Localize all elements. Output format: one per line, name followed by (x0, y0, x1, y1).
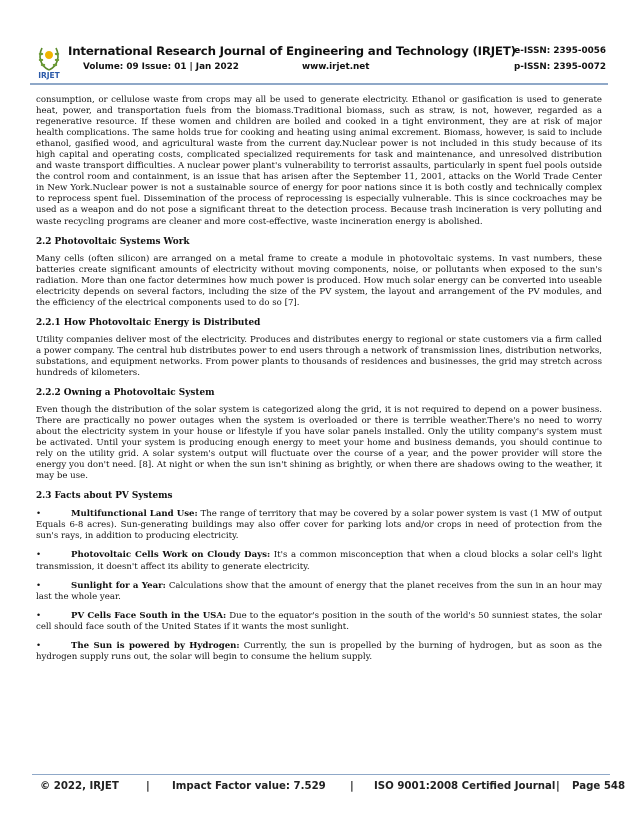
bullet-title: Sunlight for a Year: (71, 580, 166, 591)
iso-certification: ISO 9001:2008 Certified Journal (374, 781, 556, 792)
section-heading-2-2-2: 2.2.2 Owning a Photovoltaic System (36, 387, 215, 398)
article-body (36, 95, 602, 663)
volume-issue: Volume: 09 Issue: 01 | Jan 2022 (83, 62, 239, 72)
bullet-item (36, 581, 602, 603)
bullet-title: Multifunctional Land Use: (71, 509, 198, 520)
irjet-logo (34, 42, 64, 80)
bullet-text: Calculations show that the amount of energy that the planet receives from the sun in an hour may last the whole year. (36, 580, 602, 602)
bullet-icon: • (36, 640, 42, 651)
copyright: © 2022, IRJET (40, 781, 119, 792)
paragraph-2-2-1: Utility companies deliver most of the electricity. Produces and distributes energy to regional or state customers via a firm called a power company. The central hub distributes power to end users through a network of transmission lines, distribution networks, substations, and equipment networks. From power plants to thousands of residences and businesses, the grid may stretch across hundreds of kilometers. (36, 334, 602, 378)
page-header (28, 38, 610, 82)
section-heading-2-3: 2.3 Facts about PV Systems (36, 491, 173, 502)
bullet-icon: • (36, 580, 42, 591)
paragraph-2-2: Many cells (often silicon) are arranged on a metal frame to create a module in photovoltaic systems. In vast numbers, these batteries create significant amounts of electricity without moving components, noise, or pollutants when exposed to the sun's radiation. More than one factor determines how much power is produced. How much solar energy can be converted into useable electricity depends on several factors, including the size of the PV system, the layout and arrangement of the PV modules, and the efficiency of the electrical components used to do so [7]. (36, 253, 602, 308)
bullet-item (36, 611, 602, 633)
laurel-icon (39, 48, 59, 70)
bullet-item (36, 641, 602, 663)
impact-factor: Impact Factor value: 7.529 (172, 781, 326, 792)
paragraph-intro: consumption, or cellulose waste from crops may all be used to generate electricity. Ethanol or gasification is used to generate heat, power, and transportation fuels from the biomass.Traditional biomass, such as straw, is not, however, regarded as a regenerative resource. If these women and children are boiled and cooked in a tight environment, they are at risk of major health complications. The same holds true for cooking and heating using animal excrement. Biomass, however, is said to include ethanol, gasified wood, and agricultural waste from the current day.Nuclear power is not included in this study because of its high capital and operating costs, complicated specialized requirements for task and maintenance, and unresolved distribution and waste transport difficulties. A nuclear power plant's vulnerability to terrorist assaults, particularly in spent fuel pools outside the control room and containment, is an issue that has arisen after the September 11, 2001, attacks on the World Trade Center in New York.Nuclear power is not a sustainable source of energy for poor nations since it is both costly and technically complex to reprocess spent fuel. Dissemination of the process of reprocessing is especially vulnerable. This is since cockroaches may be used as a weapon and do not pose a significant threat to the detection process. Because trash incineration is very polluting and waste recycling programs are cleaner and more cost-effective, waste incineration energy is abolished. (36, 95, 602, 227)
page-number: Page 548 (572, 781, 626, 792)
bullet-text: The range of territory that may be covered by a solar power system is vast (1 MW of output Equals 6-8 acres). Sun-generating buildings may also offer cover for parking lots and/or crops in need of protection from the sun's rays, in addition to producing electricity. (36, 509, 602, 542)
bullet-title: The Sun is powered by Hydrogen: (71, 640, 240, 651)
bullet-text: Due to the equator's position in the south of the world's 50 sunniest states, the solar cell should face south of the United States if it wants the most sunlight. (36, 610, 602, 632)
header-divider (30, 83, 608, 85)
footer-separator: | (350, 781, 354, 792)
e-issn: e-ISSN: 2395-0056 (514, 46, 606, 56)
section-heading-2-2: 2.2 Photovoltaic Systems Work (36, 236, 190, 247)
footer-separator: | (556, 781, 560, 792)
section-heading-2-2-1: 2.2.1 How Photovoltaic Energy is Distributed (36, 317, 261, 328)
page-footer (32, 774, 626, 797)
bullet-icon: • (36, 509, 42, 520)
p-issn: p-ISSN: 2395-0072 (513, 62, 606, 72)
footer-separator: | (146, 781, 150, 792)
bullet-text: It's a common misconception that when a cloud blocks a solar cell's light transmission, it doesn't affect its ability to generate electricity. (36, 550, 603, 572)
bullet-icon: • (36, 550, 42, 561)
bullet-title: Photovoltaic Cells Work on Cloudy Days: (71, 550, 271, 561)
paragraph-2-2-2: Even though the distribution of the solar system is categorized along the grid, it is not required to depend on a power business. There are practically no power outages when the system is overloaded or there is terrible weather.There's no need to worry about the electricity system in your house or lifestyle if you have solar panels installed. Only the utility company's system must be activated. Until your system is producing enough energy to meet your home and business demands, you should continue to rely on the utility grid. A solar system's output will fluctuate over the course of a year, and the power provider will store the energy you don't need. [8]. At night or when the sun isn't shining as brightly, or when there are shadows owing to the weather, it may be use. (36, 404, 602, 482)
bullet-text: Currently, the sun is propelled by the burning of hydrogen, but as soon as the hydrogen supply runs out, the solar will begin to consume the helium supply. (36, 640, 602, 662)
bullet-item (36, 509, 602, 542)
logo-text: IRJET (38, 71, 60, 80)
bullet-item (36, 550, 602, 572)
journal-title: International Research Journal of Engineering and Technology (IRJET) (68, 44, 516, 58)
bullet-icon: • (36, 610, 42, 621)
bullet-title: PV Cells Face South in the USA: (71, 610, 227, 621)
website-link[interactable]: www.irjet.net (302, 62, 370, 72)
